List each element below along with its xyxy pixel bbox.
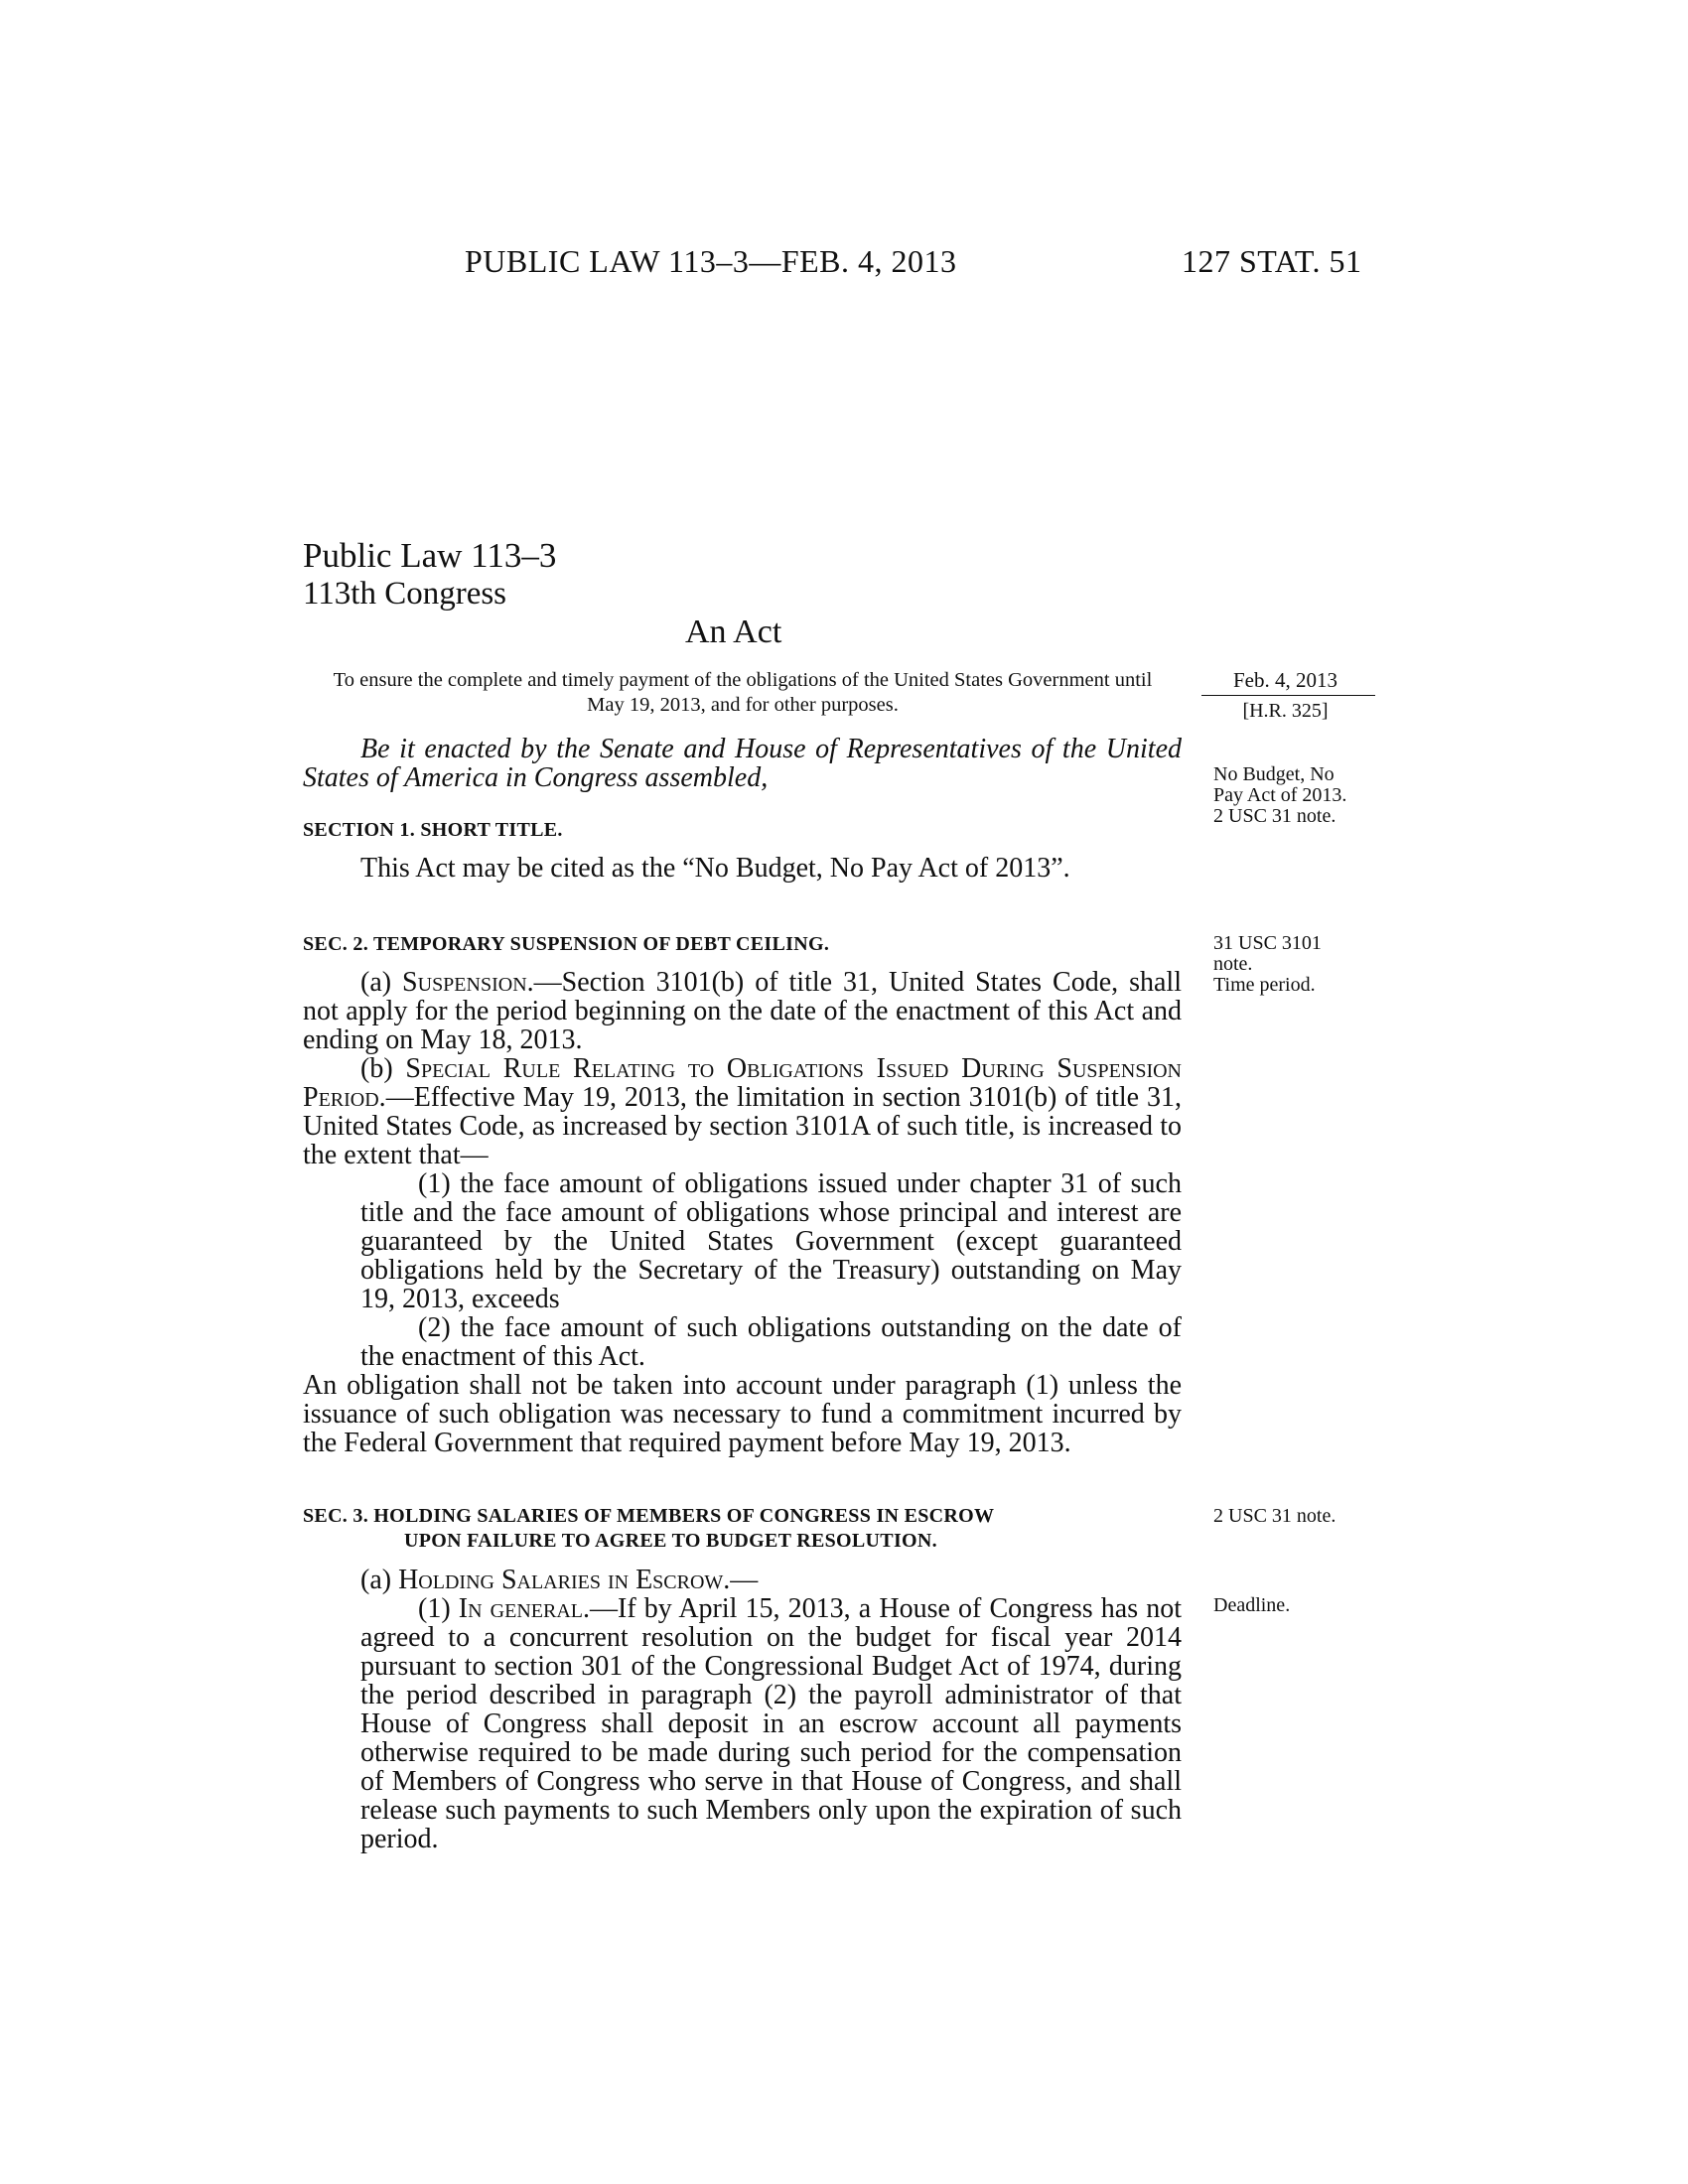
paragraph-caption: In general. [458, 1593, 590, 1624]
paragraph-1: (1) the face amount of obligations issued under chapter 31 of such title and the face amount of obligations whose principal and interest are guaranteed by the United States Government (except guaranteed obligations held by the Secretary of the Treasury) outstanding on May 19, 2013, exceeds [360, 1168, 1182, 1314]
subsection-a [303, 968, 1182, 1054]
enacting-clause: Be it enacted by the Senate and House of Representatives of the United States of America in Congress assembled, [303, 734, 1182, 793]
paragraph-2: (2) the face amount of such obligations outstanding on the date of the enactment of this Act. [360, 1312, 1182, 1372]
subsection-caption: Special Rule Relating to Obligations Issued During Suspension Period. [303, 1053, 1182, 1113]
section-1-text [303, 854, 1182, 883]
margin-note-line: 2 USC 31 note. [1213, 805, 1336, 827]
margin-note-line: Pay Act of 2013. [1213, 784, 1347, 806]
margin-divider [1201, 695, 1375, 696]
margin-bill-number: [H.R. 325] [1242, 700, 1329, 722]
subsection-caption: Suspension. [402, 967, 534, 998]
section-3-heading-line-1: SEC. 3. HOLDING SALARIES OF MEMBERS OF CONGRESS IN ESCROW [303, 1505, 995, 1527]
paragraph-1 [303, 1594, 1182, 1853]
margin-note-deadline: Deadline. [1213, 1594, 1291, 1616]
public-law-number: Public Law 113–3 [303, 536, 557, 575]
section-2-heading: SEC. 2. TEMPORARY SUSPENSION OF DEBT CEILING. [303, 933, 830, 955]
subsection-label: (a) [360, 1565, 399, 1595]
section-2-text [303, 968, 1182, 1457]
page-citation: 127 STAT. 51 [1182, 243, 1362, 279]
subsection-b [303, 1054, 1182, 1169]
paragraph-label: (1) [418, 1593, 459, 1624]
running-header-title: PUBLIC LAW 113–3—FEB. 4, 2013 [465, 243, 957, 279]
congress-number: 113th Congress [303, 576, 507, 612]
act-purpose: To ensure the complete and timely payment of the obligations of the United States Government until May 19, 2013, and for other purposes. [333, 669, 1153, 716]
act-heading: An Act [685, 614, 782, 650]
margin-note-section-2 [1213, 933, 1412, 996]
subsection-label: (b) [360, 1053, 406, 1084]
margin-note-line: No Budget, No [1213, 763, 1335, 785]
subsection-label: (a) [360, 967, 403, 998]
subsection-dash: — [730, 1565, 759, 1595]
margin-note-line: note. [1213, 953, 1253, 975]
margin-note-section-3: 2 USC 31 note. [1213, 1505, 1336, 1527]
section-3-heading [303, 1504, 1192, 1554]
short-title-paragraph: This Act may be cited as the “No Budget, No Pay Act of 2013”. [360, 853, 1070, 884]
paragraph-text: —If by April 15, 2013, a House of Congress has not agreed to a concurrent resolution on the budget for fiscal year 2014 pursuant to section 301 of the Congressional Budget Act of 1974, during the period described in paragraph (2) the payroll administrator of that House of Congress shall deposit in an escrow account all payments otherwise required to be made during such period for the compensation of Members of Congress who serve in that House of Congress, and shall release such payments to such Members only upon the expiration of such period. [360, 1593, 1183, 1854]
margin-note-line: Time period. [1213, 974, 1316, 996]
closing-paragraph: An obligation shall not be taken into account under paragraph (1) unless the issuance of such obligation was necessary to fund a commitment incurred by the Federal Government that required payment before May 19, 2013. [303, 1370, 1182, 1458]
margin-approval-date: Feb. 4, 2013 [1233, 668, 1337, 692]
section-3-heading-line-2: UPON FAILURE TO AGREE TO BUDGET RESOLUTION. [404, 1530, 937, 1552]
subsection-caption: Holding Salaries in Escrow. [398, 1565, 731, 1595]
subsection-a [303, 1566, 1182, 1594]
subsection-text: —Effective May 19, 2013, the limitation in section 3101(b) of title 31, United States Code, as increased by section 3101A of such title, is increased to the extent that— [303, 1082, 1182, 1170]
margin-note-short-title [1213, 764, 1412, 827]
subsection-text: —Section 3101(b) of title 31, United States Code, shall not apply for the period beginning on the date of the enactment of this Act and ending on May 18, 2013. [303, 967, 1182, 1055]
margin-note-line: 31 USC 3101 [1213, 932, 1322, 954]
running-header [0, 243, 1688, 283]
section-1-heading: SECTION 1. SHORT TITLE. [303, 819, 563, 841]
section-3-text [303, 1566, 1182, 1853]
